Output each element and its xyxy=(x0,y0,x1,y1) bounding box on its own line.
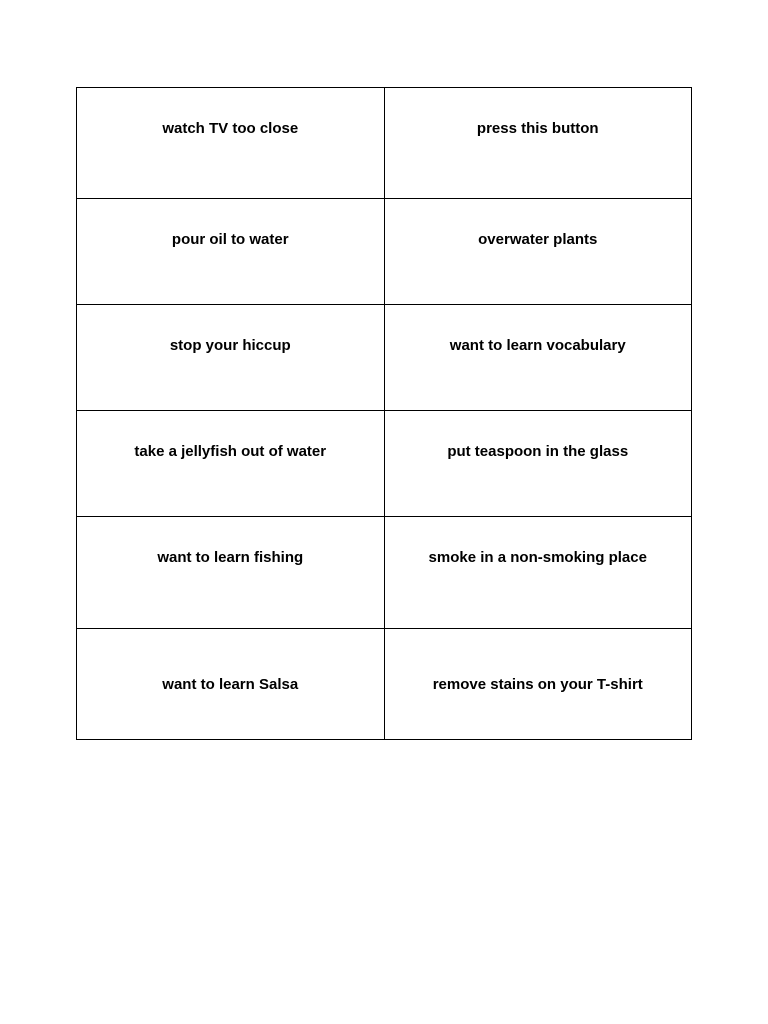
card-cell xyxy=(77,517,385,629)
table-row xyxy=(77,305,692,411)
card-text: put teaspoon in the glass xyxy=(447,443,629,460)
table-row xyxy=(77,629,692,740)
card-table xyxy=(76,87,692,740)
card-text: overwater plants xyxy=(478,231,598,248)
card-text: smoke in a non-smoking place xyxy=(428,549,647,566)
card-cell xyxy=(384,88,692,199)
card-cell xyxy=(77,411,385,517)
card-cell xyxy=(384,517,692,629)
card-text: press this button xyxy=(476,120,599,137)
card-cell xyxy=(77,629,385,740)
card-text: take a jellyfish out of water xyxy=(134,443,327,460)
card-text: want to learn fishing xyxy=(157,549,304,566)
table-row xyxy=(77,517,692,629)
card-text: want to learn vocabulary xyxy=(449,337,626,354)
table-row xyxy=(77,88,692,199)
card-text: remove stains on your T-shirt xyxy=(432,675,643,693)
card-cell xyxy=(384,199,692,305)
card-cell xyxy=(77,305,385,411)
card-cell xyxy=(77,88,385,199)
table-row xyxy=(77,411,692,517)
card-cell xyxy=(384,305,692,411)
table-row xyxy=(77,199,692,305)
card-text: pour oil to water xyxy=(171,231,289,248)
card-cell xyxy=(384,629,692,740)
card-text: watch TV too close xyxy=(162,120,299,137)
card-text: stop your hiccup xyxy=(169,337,291,354)
card-text: want to learn Salsa xyxy=(162,675,299,693)
card-cell xyxy=(77,199,385,305)
card-cell xyxy=(384,411,692,517)
